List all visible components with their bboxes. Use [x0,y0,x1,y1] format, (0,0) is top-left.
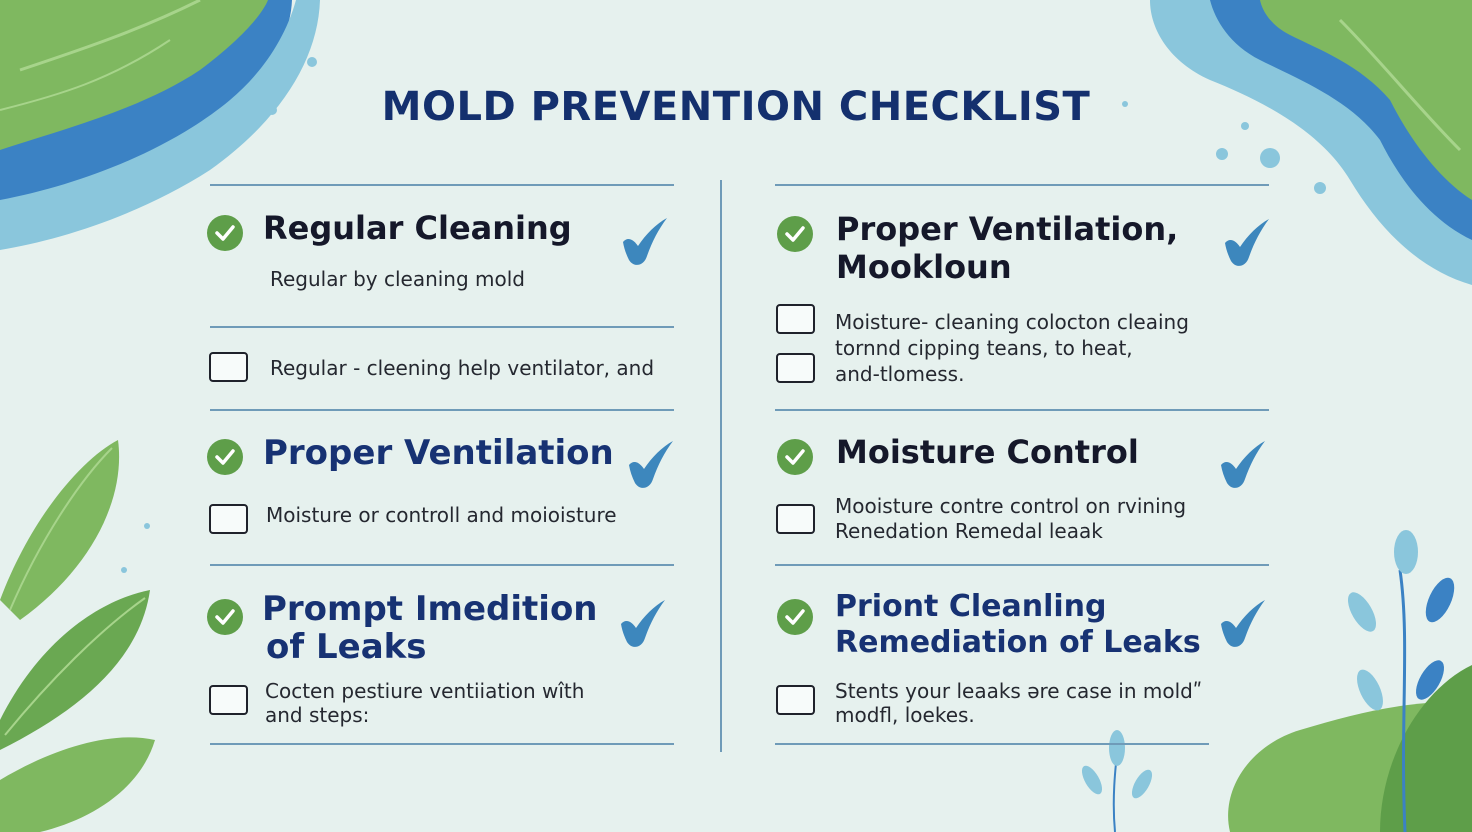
heading-line: of Leaks [266,627,427,668]
checkbox[interactable] [776,685,815,715]
item-line: modfl, loekes. [835,703,975,727]
item-line: Renedation Remedal leaak [835,519,1103,543]
checkbox[interactable] [776,504,815,534]
divider [210,184,674,186]
checkmark-tick-icon [1218,598,1268,650]
item-text: Regular - cleening help ventilator, and [270,356,655,380]
heading-line: Priont Cleanling [835,589,1107,624]
item-text [265,679,584,727]
divider [775,409,1269,411]
section-heading: Proper Ventilation [263,433,614,473]
item-line: and steps: [265,703,370,727]
divider [210,409,674,411]
item-line: Mooisture contre control on rvining [835,494,1187,518]
item-text [835,309,1189,387]
heading-line: Prompt Imedition [262,589,598,629]
section-heading [836,211,1178,287]
divider [775,564,1269,566]
column-divider [720,180,722,752]
section-subtitle: Regular by cleaning mold [270,267,525,291]
item-line: Stents your leaaks əre case in moldʺ [835,679,1203,703]
check-circle-icon [207,599,243,635]
item-text [835,494,1186,544]
checkmark-tick-icon [618,598,668,650]
checkmark-tick-icon [1218,439,1268,491]
divider [775,184,1269,186]
divider [210,564,674,566]
section-heading: Regular Cleaning [263,209,572,247]
section-heading [835,589,1201,661]
checkbox[interactable] [209,352,248,382]
heading-line: Proper Ventilation, [836,210,1179,248]
divider [210,743,674,745]
item-line: tornnd cipping teans, to heat, [835,336,1133,360]
section-heading: Moisture Control [836,433,1139,471]
checkmark-tick-icon [626,439,676,491]
check-circle-icon [777,216,813,252]
check-circle-icon [207,439,243,475]
check-circle-icon [777,439,813,475]
checkmark-tick-icon [1222,217,1272,269]
divider [775,743,1209,745]
item-line: Cocten pestiure ventiiation wîth [265,679,585,703]
section-heading [262,590,598,666]
item-line: Moisture- cleaning colocton cleaing [835,310,1189,334]
item-text: Moisture or controll and moioisture [266,503,617,527]
item-line: and-tlomess. [835,362,965,386]
item-text [835,679,1202,727]
checkbox[interactable] [776,353,815,383]
check-circle-icon [207,215,243,251]
checkbox[interactable] [776,304,815,334]
heading-line: Mookloun [836,247,1012,286]
check-circle-icon [777,599,813,635]
checkmark-tick-icon [620,216,670,268]
heading-line: Remediation of Leaks [835,625,1201,660]
divider [210,326,674,328]
page-title: MOLD PREVENTION CHECKLIST [381,84,1091,130]
checkbox[interactable] [209,504,248,534]
checkbox[interactable] [209,685,248,715]
